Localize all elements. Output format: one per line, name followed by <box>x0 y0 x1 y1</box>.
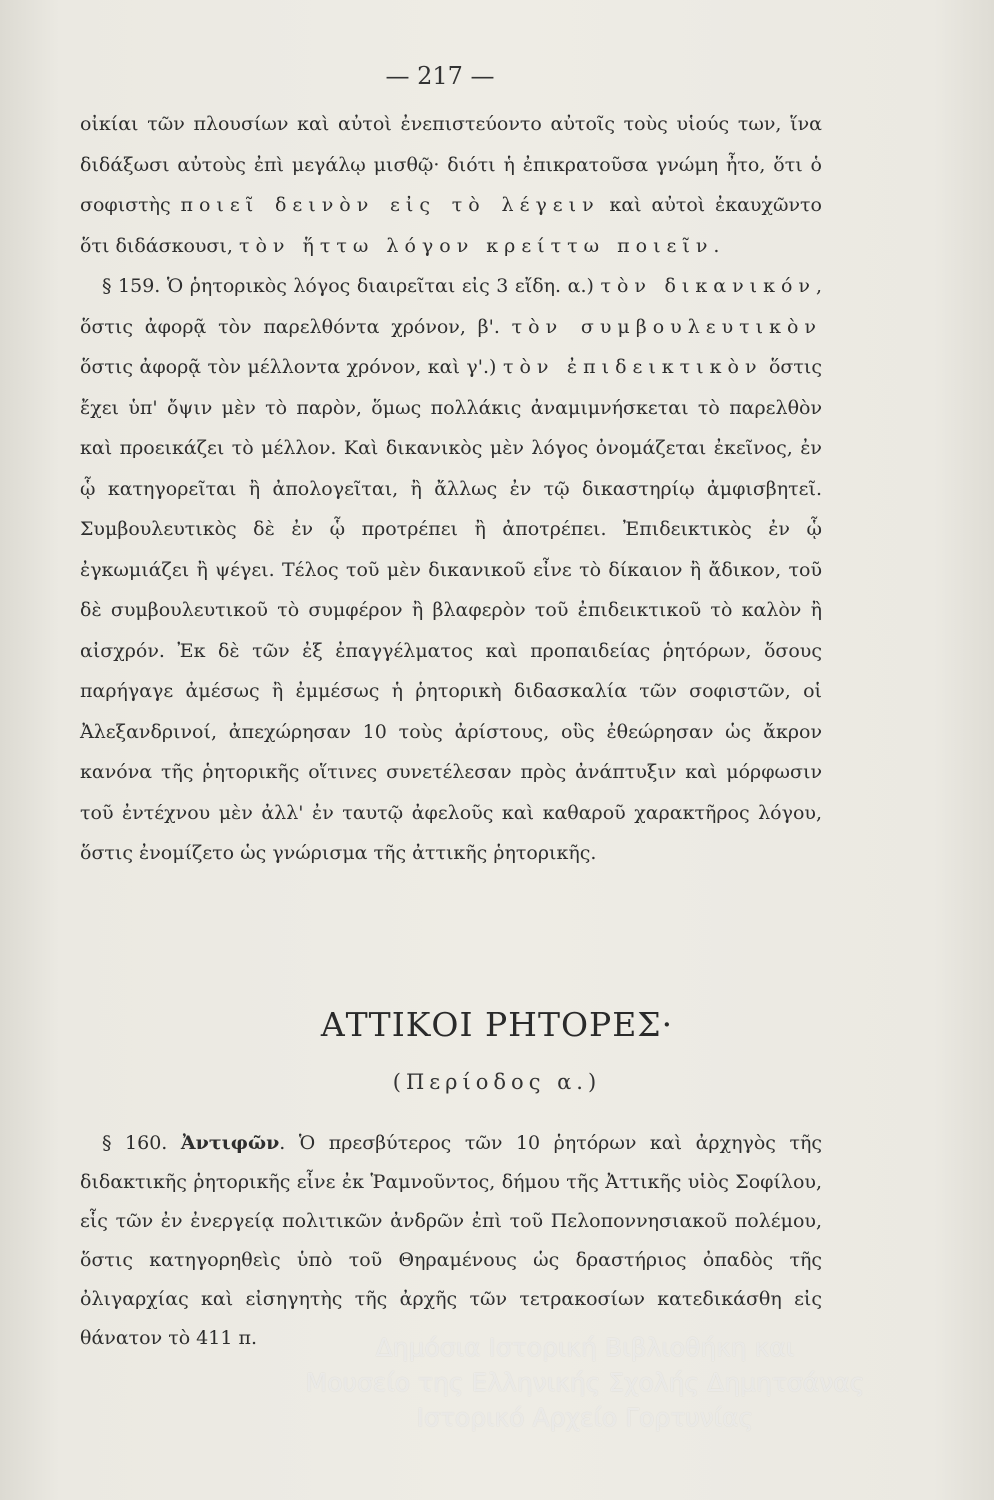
text-segment: ὅστις ἔχει ὑπ' ὄψιν μὲν τὸ παρὸν, ὅμως πολλάκις ἀναμιμνήσκεται τὸ παρελθὸν καὶ προεικάζει τὸ μέλλον. Καὶ δικανικὸς μὲν λόγος ὀνομάζεται ἐκεῖνος, ἐν ᾧ κατηγορεῖται ἢ ἀπολογεῖται, ἢ ἄλλως ἐν τῷ δικαστηρίῳ ἀμφισβητεῖ. Συμβουλευτικὸς δὲ ἐν ᾧ προτρέπει ἢ ἀποτρέπει. Ἐπιδεικτικὸς ἐν ᾧ ἐγκωμιάζει ἢ ψέγει. Τέλος τοῦ μὲν δικανικοῦ εἶνε τὸ δίκαιον ἢ ἄδικον, τοῦ δὲ συμβουλευτικοῦ τὸ συμφέρον ἢ βλαφερὸν τοῦ ἐπιδεικτικοῦ τὸ καλὸν ἢ αἰσχρόν. Ἐκ δὲ τῶν ἐξ ἐπαγγέλματος καὶ προπαιδείας ῥητόρων, ὅσους παρήγαγε ἀμέσως ἢ ἐμμέσως ἡ ῥητορικὴ διδασκαλία τῶν σοφιστῶν, οἱ Ἀλεξανδρινοί, ἀπεχώρησαν 10 τοὺς ἀρίστους, οὓς ἐθεώρησαν ὡς ἄκρον κανόνα τῆς ῥητορικῆς οἵτινες συνετέλεσαν πρὸς ἀνάπτυξιν καὶ μόρφωσιν τοῦ ἐντέχνου μὲν ἀλλ' ἐν ταυτῷ ἀφελοῦς καὶ καθαροῦ χαρακτῆρος λόγου, ὅστις ἐνομίζετο ὡς γνώρισμα τῆς ἀττικῆς ῥητορικῆς. <box>80 356 822 864</box>
spaced-phrase: τὸν ἐπιδεικτικὸν <box>502 356 763 378</box>
text-segment: , ὅστις ἀφορᾷ τὸν παρελθόντα χρόνον, β'. <box>80 275 823 338</box>
text-segment: . <box>713 234 720 257</box>
paragraph-1 <box>80 104 822 266</box>
watermark-line: Δημόσια Ιστορική Βιβλιοθήκη και <box>375 1333 795 1362</box>
page-number: — 217 — <box>385 62 495 90</box>
watermark-line: Μουσείο της Ελληνικής Σχολής Δημητσάνας <box>305 1368 865 1397</box>
paragraph-2 <box>80 266 822 874</box>
spaced-phrase: τὸν δικανικόν <box>600 275 816 297</box>
text-segment: ὅστις ἀφορᾷ τὸν μέλλοντα χρόνον, καὶ γ'.) <box>80 356 503 378</box>
text-segment: § 159. Ὁ ῥητορικὸς λόγος διαιρεῖται εἰς 3 εἴδη. α.) <box>102 275 601 297</box>
paragraph-3 <box>80 1124 822 1358</box>
main-text <box>80 104 822 874</box>
spaced-phrase: τὸν συμβουλευτικὸν <box>511 315 822 338</box>
section-160-text <box>80 1124 822 1358</box>
text-segment: οἰκίαι τῶν πλουσίων καὶ αὐτοὶ ἐνεπιστεύοντο αὐτοῖς τοὺς υἱούς των, ἵνα διδάξωσι αὐτοὺς ἐπὶ μεγάλῳ μισθῷ· διότι ἡ ἐπικρατοῦσα γνώμη ἦτο, ὅτι ὁ σοφιστὴς <box>80 113 822 216</box>
library-watermark <box>200 1330 970 1435</box>
spaced-phrase: τὸν ἥττω λόγον κρείττω ποιεῖν <box>238 234 714 257</box>
section-heading: ΑΤΤΙΚΟΙ ΡΗΤΟΡΕΣ· <box>320 1005 674 1044</box>
text-segment: . Ὁ πρεσβύτερος τῶν 10 ῥητόρων καὶ ἀρχηγὸς τῆς διδακτικῆς ῥητορικῆς εἶνε ἐκ Ῥαμνοῦντος, δήμου τῆς Ἀττικῆς υἱὸς Σοφίλου, εἷς τῶν ἐν ἐνεργείᾳ πολιτικῶν ἀνδρῶν ἐπὶ τοῦ Πελοποννησιακοῦ πολέμου, ὅστις κατηγορηθεὶς ὑπὸ τοῦ Θηραμένους ὡς δραστήριος ὀπαδὸς τῆς ὀλιγαρχίας καὶ εἰσηγητὴς τῆς ἀρχῆς τῶν τετρακοσίων κατεδικάσθη εἰς θάνατον τὸ 411 π. <box>80 1132 823 1349</box>
section-subheading: (Περίοδος α.) <box>392 1070 602 1094</box>
orator-name: Ἀντιφῶν <box>180 1132 280 1154</box>
text-segment: καὶ αὐτοὶ ἐκαυχῶντο ὅτι διδάσκουσι, <box>80 194 822 257</box>
spaced-phrase: ποιεῖ δεινὸν εἰς τὸ λέγειν <box>180 194 600 216</box>
watermark-line: Ιστορικό Αρχείο Γορτυνίας <box>416 1403 754 1432</box>
section-number: § 160. <box>102 1132 181 1154</box>
